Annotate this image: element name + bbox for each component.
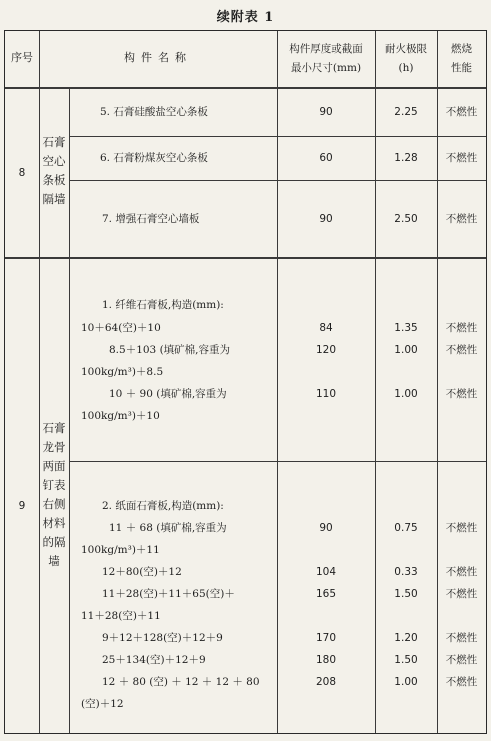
b2r6-burn: 不燃性 xyxy=(445,676,478,688)
block2-line: 25＋134(空)＋12＋9 xyxy=(102,654,206,666)
b2r1-fire: 0.75 xyxy=(394,522,418,534)
b2r3-size: 165 xyxy=(315,588,337,600)
b2r2-size: 104 xyxy=(315,566,337,578)
rule-header xyxy=(5,87,486,89)
header-size-2: 最小尺寸(mm) xyxy=(290,62,362,74)
seq-8: 8 xyxy=(18,167,26,179)
block1-line: 100kg/m³)＋8.5 xyxy=(81,366,164,378)
category-8: 石膏空心条板隔墙 xyxy=(42,135,66,206)
b2r2-fire: 0.33 xyxy=(394,566,418,578)
b2r4-burn: 不燃性 xyxy=(445,632,478,644)
b2r5-burn: 不燃性 xyxy=(445,654,478,666)
row5-name: 5. 石膏硅酸盐空心条板 xyxy=(100,106,208,118)
block1-line: 10 ＋ 90 (填矿棉,容重为 xyxy=(109,388,227,400)
col-name xyxy=(277,31,278,733)
b2r6-size: 208 xyxy=(315,676,337,688)
b1r1-fire: 1.35 xyxy=(394,322,418,334)
b1r2-burn: 不燃性 xyxy=(445,344,478,356)
col-seq xyxy=(39,31,40,733)
header-name: 构件名称 xyxy=(124,51,192,64)
b2r5-fire: 1.50 xyxy=(394,654,418,666)
block2-line: 100kg/m³)＋11 xyxy=(81,544,160,556)
block2-line: 12＋80(空)＋12 xyxy=(102,566,182,578)
b2r5-size: 180 xyxy=(315,654,337,666)
b1r1-size: 84 xyxy=(319,322,333,334)
header-seq: 序号 xyxy=(11,51,33,64)
block2-line: 12 ＋ 80 (空) ＋ 12 ＋ 12 ＋ 80 xyxy=(102,676,260,688)
row7-size: 90 xyxy=(319,213,333,225)
block2-line: (空)＋12 xyxy=(81,698,124,710)
col-fire xyxy=(437,31,438,733)
row6-burn: 不燃性 xyxy=(445,152,478,164)
fire-resistance-table xyxy=(4,30,487,734)
row7-name: 7. 增强石膏空心墙板 xyxy=(102,213,200,225)
b1r3-burn: 不燃性 xyxy=(445,388,478,400)
block1-line: 10＋64(空)＋10 xyxy=(81,322,161,334)
b1r3-fire: 1.00 xyxy=(394,388,418,400)
b1r2-size: 120 xyxy=(315,344,337,356)
row6-fire: 1.28 xyxy=(394,152,418,164)
header-size-1: 构件厚度或截面 xyxy=(289,43,363,55)
b2r1-size: 90 xyxy=(319,522,333,534)
block1-heading: 1. 纤维石膏板,构造(mm): xyxy=(102,299,224,311)
col-size xyxy=(375,31,376,733)
b1r2-fire: 1.00 xyxy=(394,344,418,356)
table-title: 续附表 1 xyxy=(216,10,275,25)
col-cat xyxy=(69,87,70,733)
category-9: 石膏龙骨两面钉表右侧材料的隔墙 xyxy=(42,421,66,568)
header-fire-1: 耐火极限 xyxy=(385,43,427,55)
b1r1-burn: 不燃性 xyxy=(445,322,478,334)
block1-line: 8.5＋103 (填矿棉,容重为 xyxy=(109,344,231,356)
b2r6-fire: 1.00 xyxy=(394,676,418,688)
block2-line: 11＋28(空)＋11＋65(空)＋ xyxy=(102,588,235,600)
row7-fire: 2.50 xyxy=(394,213,418,225)
header-fire-2: (h) xyxy=(398,62,414,74)
b2r1-burn: 不燃性 xyxy=(445,522,478,534)
header-burn-1: 燃烧 xyxy=(451,43,472,55)
row6-size: 60 xyxy=(319,152,333,164)
block1-line: 100kg/m³)＋10 xyxy=(81,410,160,422)
row7-burn: 不燃性 xyxy=(445,213,478,225)
seq-9: 9 xyxy=(18,500,26,512)
b1r3-size: 110 xyxy=(315,388,337,400)
block2-heading: 2. 纸面石膏板,构造(mm): xyxy=(102,500,224,512)
row5-burn: 不燃性 xyxy=(445,106,478,118)
b2r3-fire: 1.50 xyxy=(394,588,418,600)
b2r3-burn: 不燃性 xyxy=(445,588,478,600)
b2r2-burn: 不燃性 xyxy=(445,566,478,578)
b2r4-fire: 1.20 xyxy=(394,632,418,644)
block2-line: 9＋12＋128(空)＋12＋9 xyxy=(102,632,223,644)
rule-group8 xyxy=(5,257,486,259)
row5-fire: 2.25 xyxy=(394,106,418,118)
row6-name: 6. 石膏粉煤灰空心条板 xyxy=(100,152,208,164)
block2-line: 11 ＋ 68 (填矿棉,容重为 xyxy=(109,522,227,534)
header-burn-2: 性能 xyxy=(451,62,472,74)
row5-size: 90 xyxy=(319,106,333,118)
b2r4-size: 170 xyxy=(315,632,337,644)
block2-line: 11＋28(空)＋11 xyxy=(81,610,161,622)
